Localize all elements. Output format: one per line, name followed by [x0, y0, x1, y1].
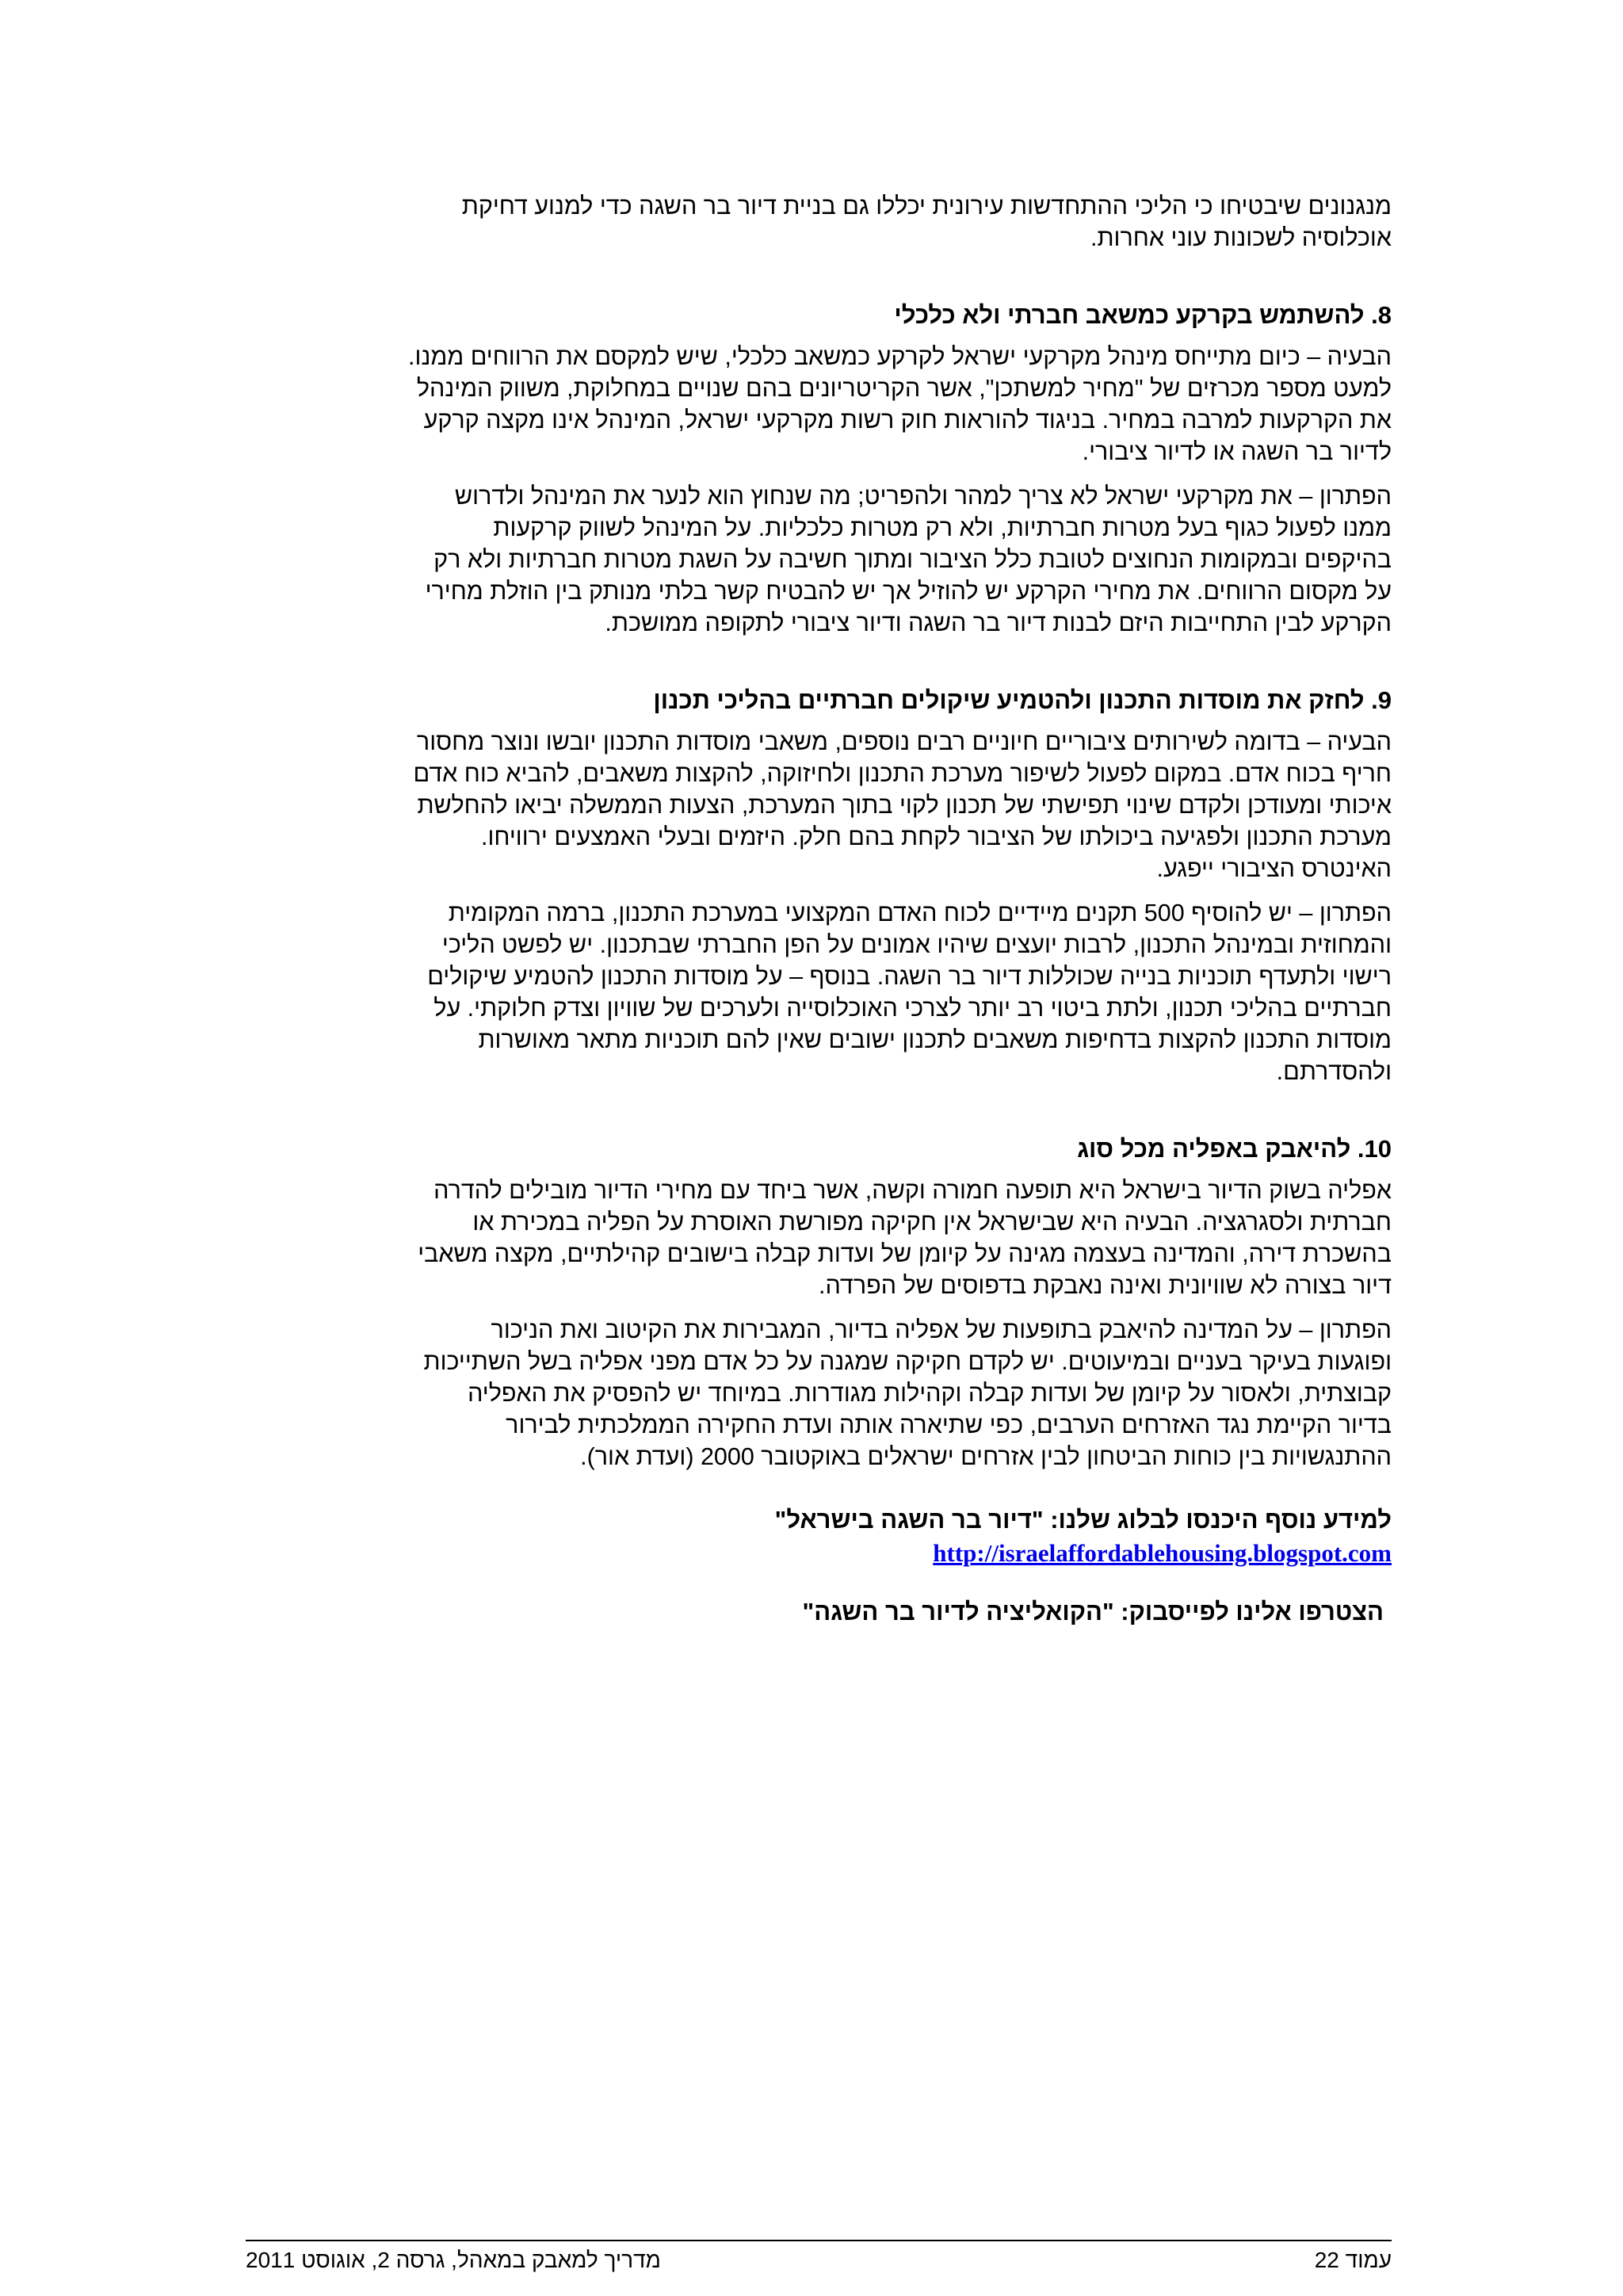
- blog-link-row: [246, 1539, 1392, 1568]
- text-line: הבעיה – בדומה לשירותים ציבוריים חיוניים רבים נוספים, משאבי מוסדות התכנון יובשו ונוצר מחסור: [416, 728, 1392, 755]
- text-line: למעט מספר מכרזים של "מחיר למשתכן", אשר הקריטריונים בהם שנויים במחלוקת, משווק המינהל: [416, 375, 1392, 402]
- solution-paragraph: [246, 480, 1392, 639]
- text-line: הפתרון – יש להוסיף 500 תקנים מיידיים לכוח האדם המקצועי במערכת התכנון, ברמה המקומית: [448, 900, 1392, 926]
- text-line: איכותי ומעודכן ולקדם שינוי תפישתי של תכנון לקוי בתוך המערכת, הצעות הממשלה יביאו להחלשת: [417, 792, 1392, 819]
- text-line: אפליה בשוק הדיור בישראל היא תופעה חמורה וקשה, אשר ביחד עם מחירי הדיור מובילים להדרה: [433, 1177, 1392, 1204]
- section-heading: 8. להשתמש בקרקע כמשאב חברתי ולא כלכלי: [894, 301, 1392, 329]
- text-line: האינטרס הציבורי ייפגע.: [1156, 855, 1392, 882]
- promo-block: [246, 1504, 1392, 1628]
- blog-link[interactable]: http://israelaffordablehousing.blogspot.com: [933, 1539, 1392, 1567]
- guide-title: מדריך למאבק במאהל, גרסה 2, אוגוסט 2011: [246, 2248, 661, 2272]
- section-heading: 10. להיאבק באפליה מכל סוג: [1077, 1135, 1392, 1163]
- section-heading: 9. לחזק את מוסדות התכנון ולהטמיע שיקולים חברתיים בהליכי תכנון: [653, 686, 1392, 714]
- text-line: חברתית ולסגרגציה. הבעיה היא שבישראל אין חקיקה מפורשת האוסרת על הפליה במכירת או: [472, 1209, 1392, 1236]
- solution-paragraph: [246, 897, 1392, 1087]
- text-line: את הקרקעות למרבה במחיר. בניגוד להוראות חוק רשות מקרקעי ישראל, המינהל אינו מקצה קרקע: [423, 407, 1392, 434]
- blog-promo-text: למידע נוסף היכנסו לבלוג שלנו: "דיור בר השגה בישראל": [774, 1506, 1392, 1534]
- text-line: הקרקע לבין התחייבות היזם לבנות דיור בר השגה ודיור ציבורי לתקופה ממושכת.: [605, 609, 1392, 636]
- text-line: ופוגעות בעיקר בעניים ובמיעוטים. יש לקדם חקיקה שמגנה על כל אדם מפני אפליה בשל השתייכות: [423, 1348, 1392, 1375]
- text-line: הפתרון – את מקרקעי ישראל לא צריך למהר ולהפריט; מה שנחוץ הוא לנער את המינהל ולדרוש: [454, 483, 1392, 510]
- section-8: [246, 300, 1392, 639]
- text-line: והמחוזית ובמינהל התכנון, לרבות יועצים שיהיו אמונים על הפן החברתי שבתכנון. יש לפשט הליכי: [441, 931, 1392, 958]
- text-line: הפתרון – על המדינה להיאבק בתופעות של אפליה בדיור, המגבירות את הקיטוב ואת הניכור: [491, 1316, 1392, 1343]
- problem-paragraph: [246, 341, 1392, 468]
- text-line: דיור בצורה לא שוויונית ואינה נאבקת בדפוסים של הפרדה.: [819, 1272, 1392, 1299]
- document-page: [246, 190, 1392, 1628]
- facebook-promo-text: הצטרפו אלינו לפייסבוק: "הקואליציה לדיור בר השגה": [802, 1598, 1384, 1626]
- text-line: לדיור בר השגה או לדיור ציבורי.: [1082, 438, 1392, 465]
- text-line: ממנו לפעול כגוף בעל מטרות חברתיות, ולא רק מטרות כלכליות. על המינהל לשווק קרקעות: [493, 514, 1392, 541]
- text-line: בדיור הקיימת נגד האזרחים הערבים, כפי שתיארה אותה ועדת החקירה הממלכתית לבירור: [506, 1412, 1392, 1438]
- problem-paragraph: [246, 726, 1392, 884]
- problem-paragraph: [246, 1175, 1392, 1301]
- text-line: הבעיה – כיום מתייחס מינהל מקרקעי ישראל לקרקע כמשאב כלכלי, שיש למקסם את הרווחים ממנו.: [408, 343, 1392, 370]
- text-line: חריף בכוח אדם. במקום לפעול לשיפור מערכת התכנון ולחיזוקה, להקצות משאבים, להביא כוח אדם: [413, 760, 1392, 787]
- text-line: מוסדות התכנון להקצות בדחיפות משאבים לתכנון ישובים שאין להם תוכניות מתאר מאושרות: [478, 1026, 1392, 1053]
- text-line: קבוצתית, ולאסור על קיומן של ועדות קבלה וקהילות מגודרות. במיוחד יש להפסיק את האפליה: [468, 1380, 1392, 1407]
- text-line: ההתנגשויות בין כוחות הביטחון לבין אזרחים ישראלים באוקטובר 2000 (ועדת אור).: [580, 1443, 1392, 1470]
- section-9: [246, 685, 1392, 1087]
- page-number: עמוד 22: [1314, 2248, 1392, 2272]
- text-line: אוכלוסיה לשכונות עוני אחרות.: [1090, 224, 1392, 251]
- text-line: בהיקפים ובמקומות הנחוצים לטובת כלל הציבור ומתוך חשיבה על השגת מטרות חברתיות ולא רק: [433, 546, 1392, 573]
- section-10: [246, 1133, 1392, 1473]
- text-line: חברתיים בהליכי תכנון, ולתת ביטוי רב יותר לצרכי האוכלוסייה ולערכים של שוויון וצדק חלוקתי. על: [433, 995, 1392, 1022]
- text-line: ולהסדרתם.: [1276, 1058, 1392, 1085]
- text-line: בהשכרת דירה, והמדינה בעצמה מגינה על קיומן של ועדות קבלה בישובים קהילתיים, מקצה משאבי: [418, 1240, 1392, 1267]
- page-footer: [246, 2240, 1392, 2272]
- text-line: מערכת התכנון ולפגיעה ביכולתו של הציבור לקחת בהם חלק. היזמים ובעלי האמצעים ירוויחו.: [481, 823, 1392, 850]
- text-line: מנגנונים שיבטיחו כי הליכי ההתחדשות עירונית יכללו גם בניית דיור בר השגה כדי למנוע דחיקת: [461, 193, 1392, 220]
- text-line: על מקסום הרווחים. את מחירי הקרקע יש להוזיל אך יש להבטיח קשר בלתי מנותק בין הוזלת מחירי: [425, 578, 1392, 605]
- solution-paragraph: [246, 1314, 1392, 1473]
- text-line: רישוי ולתעדף תוכניות בנייה שכוללות דיור בר השגה. בנוסף – על מוסדות התכנון להטמיע שיקולים: [427, 963, 1392, 990]
- intro-paragraph: [246, 190, 1392, 254]
